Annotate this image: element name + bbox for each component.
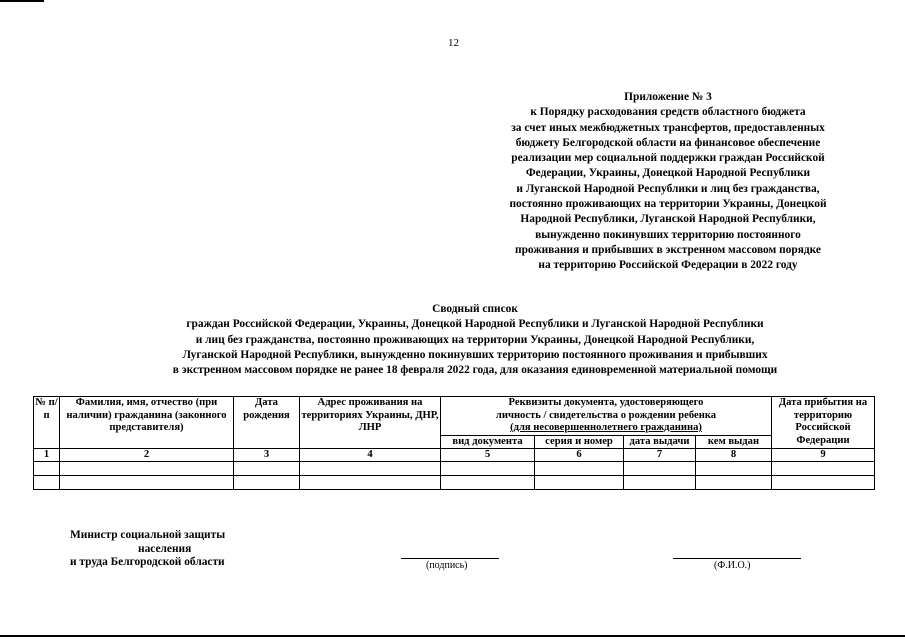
header-issue-date: дата выдачи (624, 435, 696, 449)
table-cell (535, 476, 624, 490)
header-name: Фамилия, имя, отчество (при наличии) гражданина (законного представителя) (60, 397, 234, 449)
column-number: 2 (60, 449, 234, 462)
summary-list-table (33, 396, 875, 490)
header-arrival-date: Дата прибытия на территорию Российской Федерации (772, 397, 875, 449)
column-number: 7 (624, 449, 696, 462)
header-address: Адрес проживания на территориях Украины, ДНР, ЛНР (300, 397, 441, 449)
header-docs-line: личность / свидетельства о рождении ребенка (495, 409, 717, 421)
column-number: 3 (234, 449, 300, 462)
table-cell (300, 462, 441, 476)
header-docs-line: (для несовершеннолетнего гражданина) (510, 422, 702, 433)
table-cell (624, 462, 696, 476)
signature-caption: (подпись) (426, 560, 468, 571)
appendix-line: на территорию Российской Федерации в 2022 году (538, 259, 798, 272)
table-cell (535, 462, 624, 476)
table-cell (624, 476, 696, 490)
table-cell (441, 476, 535, 490)
title-line: граждан Российской Федерации, Украины, Донецкой Народной Республики и Луганской Народной Республики (186, 318, 764, 331)
table-cell (34, 462, 60, 476)
title-line: Луганской Народной Республики, вынужденно покинувших территорию постоянного проживания и прибывших (182, 348, 768, 361)
header-row (34, 397, 875, 436)
column-number: 9 (772, 449, 875, 462)
signatory-position-line: населения (138, 542, 192, 555)
header-doc-type: вид документа (441, 435, 535, 449)
scan-bottom-edge (0, 635, 905, 637)
signature-line (401, 558, 499, 559)
header-document-details (441, 397, 772, 436)
appendix-line: постоянно проживающих на территории Украины, Донецкой (509, 198, 827, 211)
appendix-line: Народной Республики, Луганской Народной Республики, (520, 213, 816, 226)
appendix-line: за счет иных межбюджетных трансфертов, предоставленных (511, 121, 825, 134)
table-cell (772, 462, 875, 476)
header-num: № п/п (34, 397, 60, 449)
header-issued-by: кем выдан (696, 435, 772, 449)
table-cell (60, 462, 234, 476)
table-cell (300, 476, 441, 490)
table-row (34, 462, 875, 476)
column-number: 8 (696, 449, 772, 462)
scan-edge-mark (0, 0, 44, 2)
header-series-number: серия и номер (535, 435, 624, 449)
appendix-line: бюджету Белгородской области на финансовое обеспечение (515, 136, 821, 149)
table-cell (234, 462, 300, 476)
appendix-line: вынужденно покинувших территорию постоянного (535, 228, 801, 241)
table-row (34, 476, 875, 490)
table-cell (234, 476, 300, 490)
appendix-line: к Порядку расходования средств областного бюджета (530, 106, 806, 119)
header-birth-date: Дата рождения (234, 397, 300, 449)
document-title (60, 302, 890, 378)
table-cell (696, 462, 772, 476)
page-number: 12 (448, 37, 459, 49)
appendix-line: и Луганской Народной Республики и лиц без гражданства, (516, 182, 820, 195)
table-cell (60, 476, 234, 490)
table-cell (441, 462, 535, 476)
table-cell (696, 476, 772, 490)
title-line: Сводный список (432, 303, 518, 315)
signature-block (70, 529, 225, 570)
appendix-heading (468, 90, 868, 274)
signatory-position-line: и труда Белгородской области (70, 556, 225, 568)
full-name-caption: (Ф.И.О.) (714, 560, 751, 571)
column-number-row (34, 449, 875, 462)
appendix-line: Приложение № 3 (624, 91, 712, 103)
column-number: 6 (535, 449, 624, 462)
title-line: и лиц без гражданства, постоянно проживающих на территории Украины, Донецкой Народной Республики, (195, 333, 755, 346)
column-number: 5 (441, 449, 535, 462)
table-cell (34, 476, 60, 490)
table-cell (772, 476, 875, 490)
full-name-line (673, 558, 801, 559)
title-line: в экстренном массовом порядке не ранее 18 февраля 2022 года, для оказания единовременной материальной помощи (172, 364, 778, 377)
signatory-position-line: Министр социальной защиты (70, 529, 226, 541)
appendix-line: проживания и прибывших в экстренном массовом порядке (515, 243, 821, 256)
appendix-line: Федерации, Украины, Донецкой Народной Республики (525, 167, 811, 180)
header-docs-line: Реквизиты документа, удостоверяющего (508, 397, 704, 408)
appendix-line: реализации мер социальной поддержки граждан Российской (511, 152, 825, 165)
column-number: 4 (300, 449, 441, 462)
column-number: 1 (34, 449, 60, 462)
